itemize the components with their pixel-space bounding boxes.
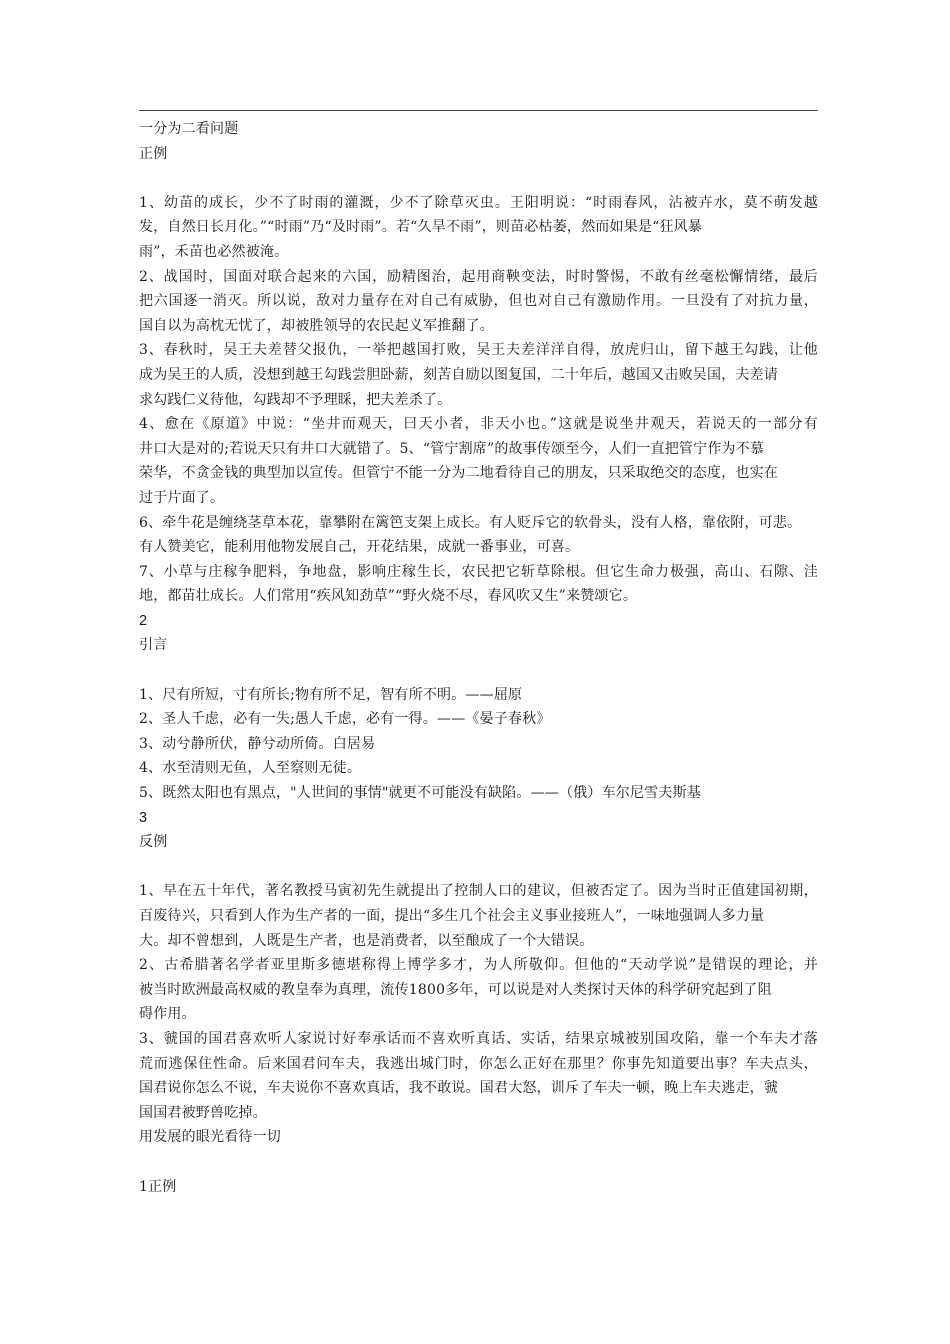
paragraph-line: 6、牵牛花是缠绕茎草本花，靠攀附在篱笆支架上成长。有人贬斥它的软骨头，没有人格，靠依附，可悲。 <box>139 514 802 531</box>
paragraph-line: 2、战国时，国面对联合起来的六国，励精图治，起用商鞅变法，时时警惕，不敢有丝毫松懈情绪，最后 <box>139 268 818 285</box>
heading-quotes: 引言 <box>139 637 168 654</box>
heading-positive-examples-2: 1正例 <box>139 1178 177 1195</box>
paragraph-line: 3、虢国的国君喜欢听人家说讨好奉承话而不喜欢听真话、实话，结果京城被别国攻陷，靠一个车夫才落 <box>139 1030 818 1047</box>
heading-development-view: 用发展的眼光看待一切 <box>139 1129 281 1146</box>
paragraph-line: 求勾践仁义待他，勾践却不予理睬，把夫差杀了。 <box>139 391 452 408</box>
paragraph-line: 4、愈在《原道》中说：“坐井而观天，曰天小者，非天小也。”这就是说坐井观天，若说天的一部分有 <box>139 416 818 433</box>
paragraph-line: 1、早在五十年代，著名教授马寅初先生就提出了控制人口的建议，但被否定了。因为当时正值建国初期， <box>139 883 818 900</box>
blank-line <box>139 658 839 683</box>
header-rule <box>139 110 818 111</box>
paragraph-line: 2、古希腊著名学者亚里斯多德堪称得上博学多才，为人所敬仰。但他的“天动学说”是错误的理论，并 <box>139 957 818 974</box>
quote-line: 4、水至清则无鱼，人至察则无徒。 <box>139 760 362 777</box>
paragraph-line: 井口大是对的;若说天只有井口大就错了。5、“管宁割席”的故事传颂至今，人们一直把管宁作为不慕 <box>139 440 765 457</box>
paragraph-line: 荒而逃保住性命。后来国君问车夫，我逃出城门时，你怎么正好在那里？你事先知道要出事？车夫点头， <box>139 1055 818 1072</box>
quote-line: 1、尺有所短，寸有所长;物有所不足，智有所不明。——屈原 <box>139 686 523 703</box>
paragraph-line: 有人赞美它，能利用他物发展自己，开花结果，成就一番事业，可喜。 <box>139 539 580 556</box>
paragraph-line: 7、小草与庄稼争肥料，争地盘，影响庄稼生长，农民把它斩草除根。但它生命力极强，高山、石隙、洼 <box>139 563 818 580</box>
blank-line <box>139 1150 839 1175</box>
blank-line <box>139 855 839 880</box>
paragraph-line: 被当时欧洲最高权威的教皇奉为真理，流传1800多年，可以说是对人类探讨天体的科学研究起到了阻 <box>139 981 772 998</box>
section-number: 2 <box>139 612 148 629</box>
paragraph-line: 雨”，禾苗也必然被淹。 <box>139 243 289 260</box>
paragraph-line: 1、幼苗的成长，少不了时雨的灌溉，少不了除草灭虫。王阳明说：“时雨春风，沾被卉水，莫不萌发越 <box>139 194 818 211</box>
section-number: 3 <box>139 809 148 826</box>
paragraph-line: 大。却不曾想到，人既是生产者，也是消费者，以至酿成了一个大错误。 <box>139 932 594 949</box>
paragraph-line: 国国君被野兽吃掉。 <box>139 1104 267 1121</box>
paragraph-line: 成为吴王的人质，没想到越王勾践尝胆卧薪，刻苦自励以图复国，二十年后，越国又击败吴国，夫差请 <box>139 366 778 383</box>
quote-line: 2、圣人千虑，必有一失;愚人千虑，必有一得。——《晏子春秋》 <box>139 711 551 728</box>
paragraph-line: 荣华，不贪金钱的典型加以宣传。但管宁不能一分为二地看待自己的朋友，只采取绝交的态度，也实在 <box>139 465 778 482</box>
paragraph-line: 发，自然日长月化。”“时雨”乃“及时雨”。若“久旱不雨”，则苗必枯萎，然而如果是“狂风暴 <box>139 219 703 236</box>
quote-line: 3、动兮静所伏，静兮动所倚。白居易 <box>139 735 376 752</box>
paragraph-line: 百废待兴，只看到人作为生产者的一面，提出“多生几个社会主义事业接班人”，一味地强调人多力量 <box>139 908 765 924</box>
blank-line <box>139 166 839 191</box>
heading-counter-examples: 反例 <box>139 834 168 851</box>
heading-positive-examples: 正例 <box>139 145 168 162</box>
paragraph-line: 碍作用。 <box>139 1006 196 1023</box>
document-body <box>139 117 839 1199</box>
paragraph-line: 国自以为高枕无忧了，却被胜领导的农民起义军推翻了。 <box>139 317 494 334</box>
quote-line: 5、既然太阳也有黑点，"人世间的事情"就更不可能没有缺陷。——（俄）车尔尼雪夫斯基 <box>139 785 701 802</box>
paragraph-line: 过于片面了。 <box>139 489 225 506</box>
paragraph-line: 地，都苗壮成长。人们常用“疾风知劲草”“野火烧不尽，春风吹又生”来赞颂它。 <box>139 588 638 605</box>
paragraph-line: 国君说你怎么不说，车夫说你不喜欢真话，我不敢说。国君大怒，训斥了车夫一顿，晚上车夫逃走，虢 <box>139 1080 778 1097</box>
paragraph-line: 把六国逐一消灭。所以说，敌对力量存在对自己有威胁，但也对自己有激励作用。一旦没有了对抗力量， <box>139 293 818 310</box>
paragraph-line: 3、春秋时，吴王夫差替父报仇，一举把越国打败，吴王夫差洋洋自得，放虎归山，留下越王勾践，让他 <box>139 342 818 359</box>
section-title: 一分为二看问题 <box>139 121 239 137</box>
